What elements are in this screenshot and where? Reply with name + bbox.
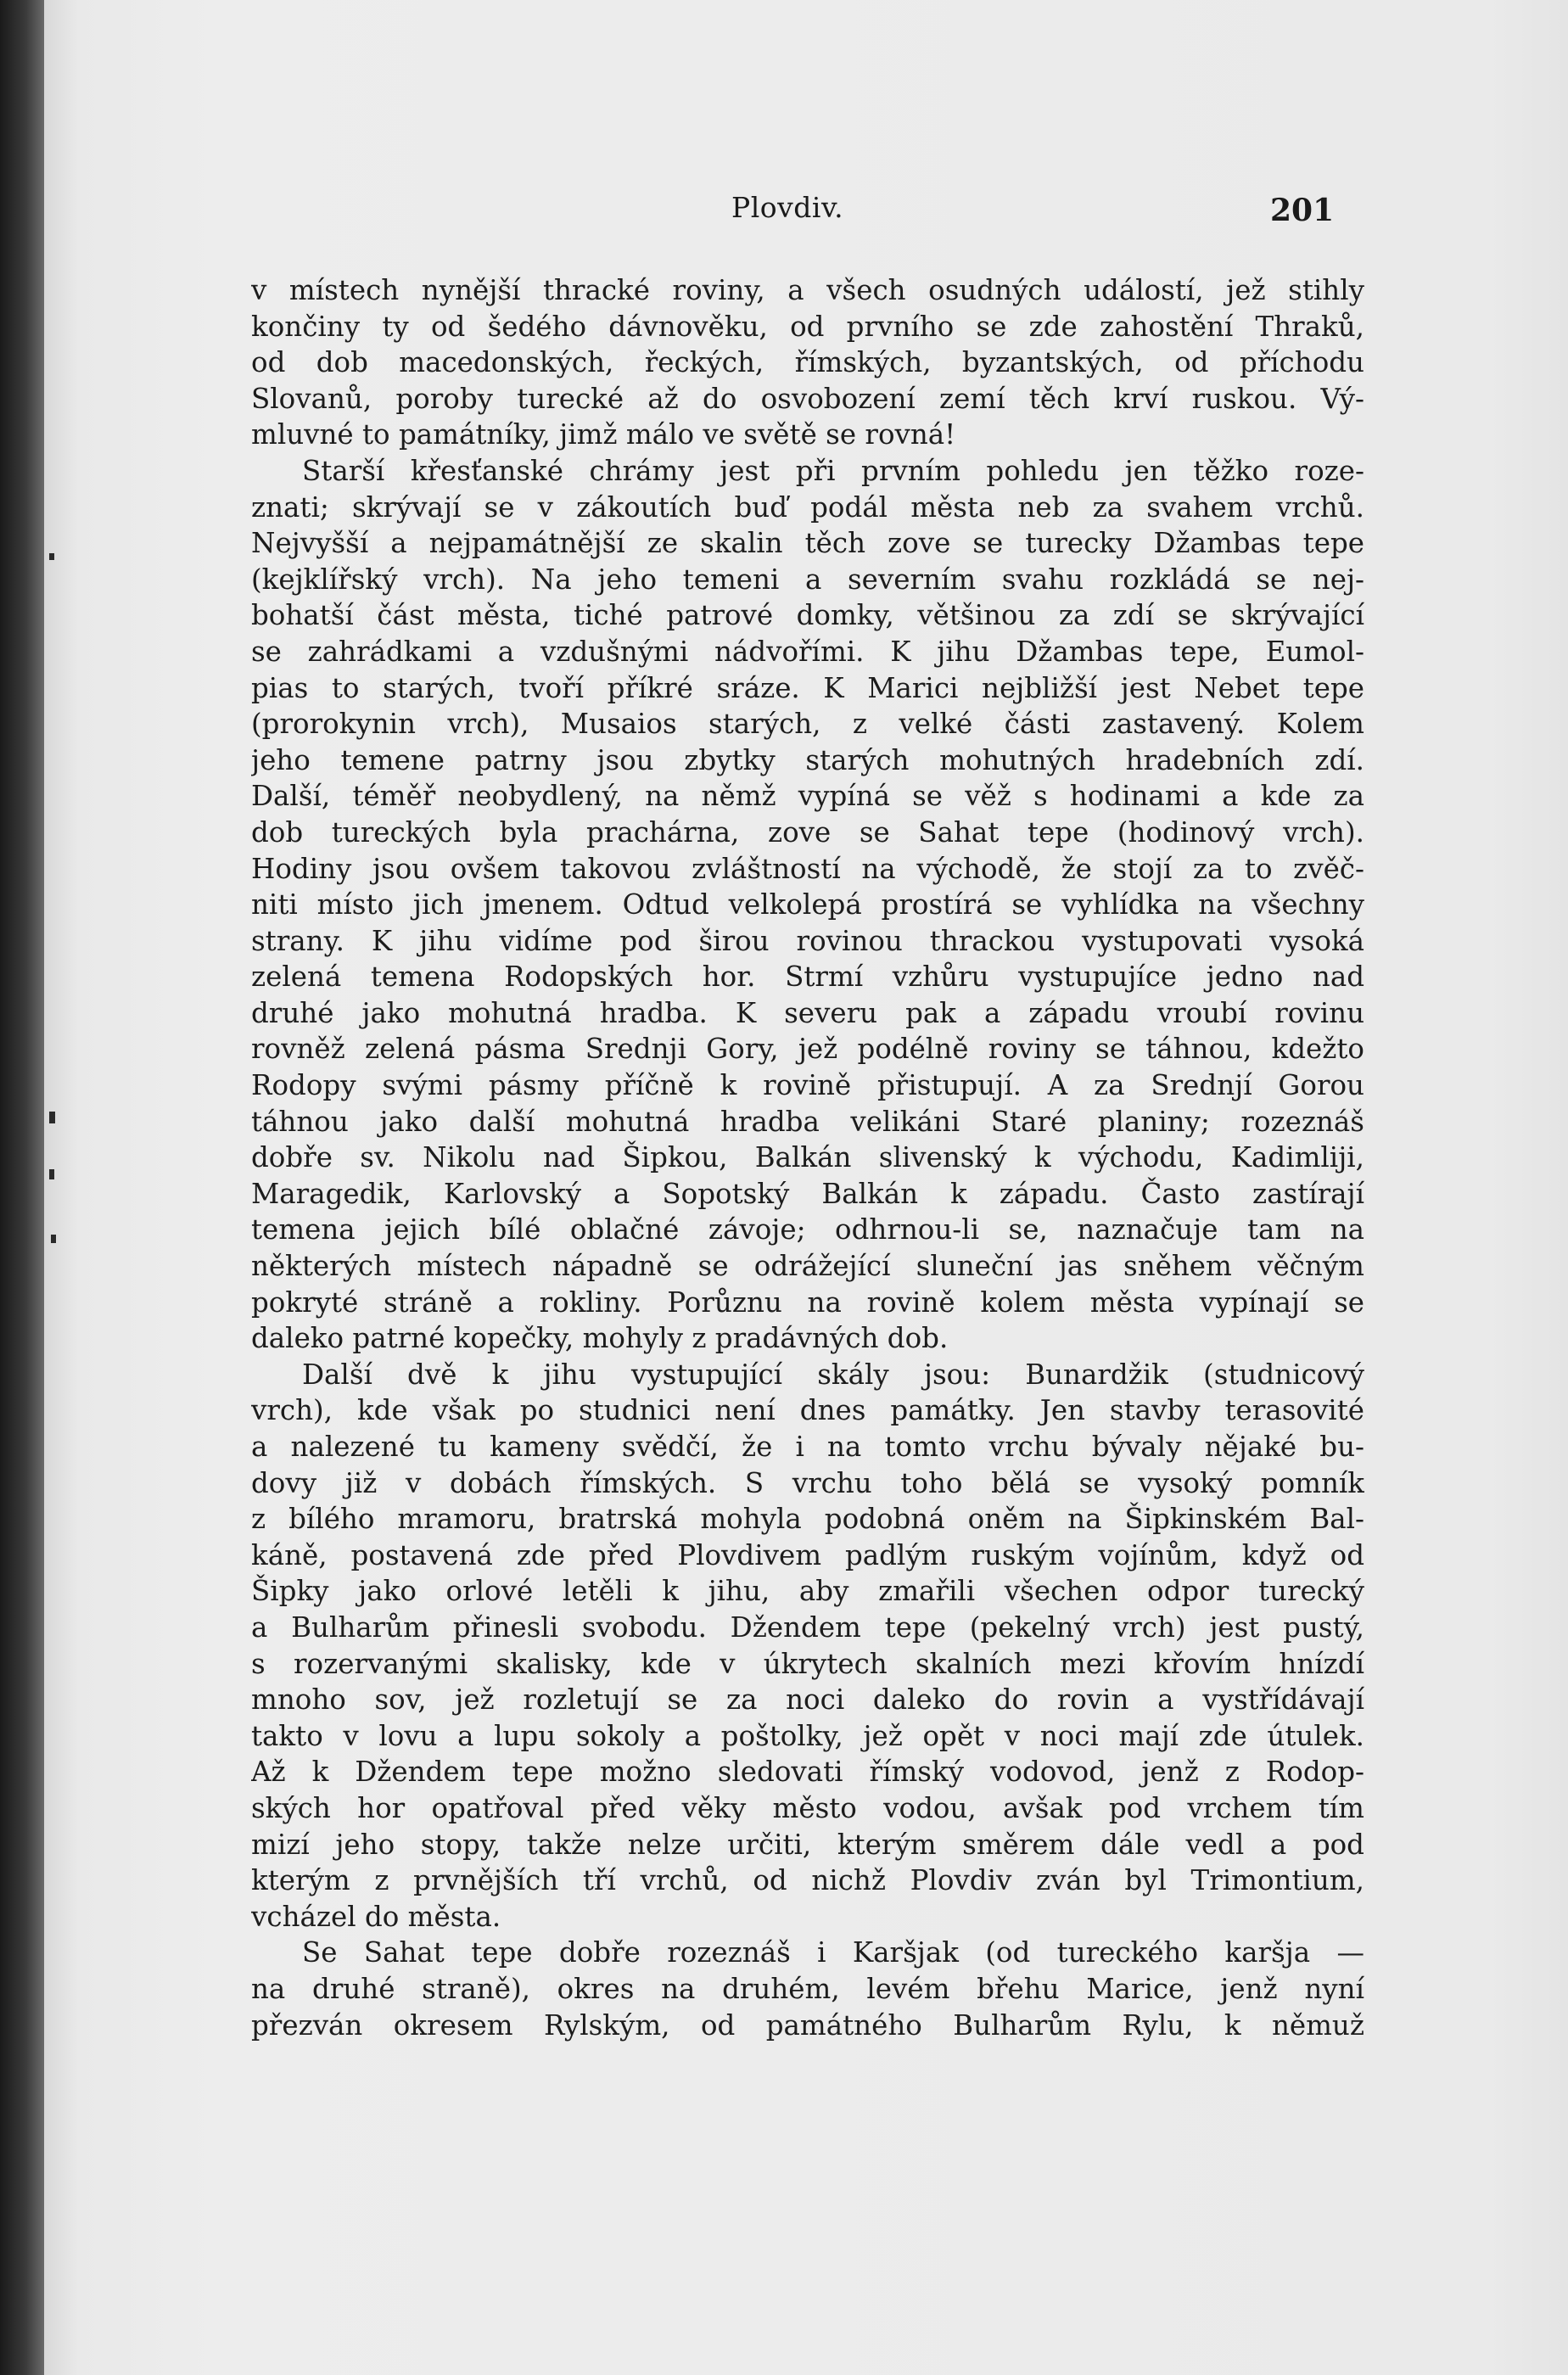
text-line: pokryté stráně a rokliny. Porůznu na rovině kolem města vypínají se bbox=[251, 1286, 1364, 1319]
text-line: Maragedik, Karlovský a Sopotský Balkán k západu. Často zastírají bbox=[251, 1177, 1364, 1210]
text-line: pias to starých, tvoří příkré sráze. K Marici nejbližší jest Nebet tepe bbox=[251, 671, 1364, 704]
text-line: vcházel do města. bbox=[251, 1900, 501, 1933]
page-header bbox=[44, 191, 1568, 242]
text-line: končiny ty od šedého dávnověku, od prvního se zde zahostění Thraků, bbox=[251, 310, 1364, 343]
text-line: přezván okresem Rylským, od památného Bulharům Rylu, k němuž bbox=[251, 2008, 1364, 2042]
text-line: káně, postavená zde před Plovdivem padlým ruským vojínům, když od bbox=[251, 1538, 1364, 1571]
text-line: některých místech nápadně se odrážející sluneční jas sněhem věčným bbox=[251, 1250, 1364, 1283]
text-line: na druhé straně), okres na druhém, levém břehu Marice, jenž nyní bbox=[251, 1972, 1364, 2005]
text-line: vrch), kde však po studnici není dnes památky. Jen stavby terasovité bbox=[251, 1394, 1364, 1427]
text-line: takto v lovu a lupu sokoly a poštolky, jež opět v noci mají zde útulek. bbox=[251, 1719, 1364, 1752]
text-line: se zahrádkami a vzdušnými nádvořími. K jihu Džambas tepe, Eumol- bbox=[251, 635, 1364, 668]
text-line: v místech nynější thracké roviny, a všech osudných událostí, jež stihly bbox=[251, 274, 1364, 306]
text-line: dob tureckých byla prachárna, zove se Sahat tepe (hodinový vrch). bbox=[251, 815, 1364, 849]
text-line: s rozervanými skalisky, kde v úkrytech skalních mezi křovím hnízdí bbox=[251, 1647, 1364, 1680]
text-line: táhnou jako další mohutná hradba velikáni Staré planiny; rozeznáš bbox=[251, 1105, 1364, 1138]
text-line: Až k Džendem tepe možno sledovati římský vodovod, jenž z Rodop- bbox=[251, 1756, 1364, 1789]
edge-mark bbox=[49, 553, 54, 560]
text-line: Nejvyšší a nejpamátnější ze skalin těch zove se turecky Džambas tepe bbox=[251, 527, 1364, 560]
body-text bbox=[251, 272, 1364, 2043]
edge-mark bbox=[51, 1235, 56, 1243]
text-line: daleko patrné kopečky, mohyly z pradávných dob. bbox=[251, 1322, 949, 1355]
text-line: dobře sv. Nikolu nad Šipkou, Balkán slivenský k východu, Kadimliji, bbox=[251, 1141, 1364, 1174]
text-line: Hodiny jsou ovšem takovou zvláštností na východě, že stojí za to zvěč- bbox=[251, 852, 1364, 885]
text-line: a Bulharům přinesli svobodu. Džendem tepe (pekelný vrch) jest pustý, bbox=[251, 1610, 1364, 1644]
running-head: Plovdiv. bbox=[731, 191, 844, 224]
edge-mark bbox=[49, 1169, 54, 1179]
text-line: niti místo jich jmenem. Odtud velkolepá prostírá se vyhlídka na všechny bbox=[251, 888, 1364, 921]
text-line: z bílého mramoru, bratrská mohyla podobná oněm na Šipkinském Bal- bbox=[251, 1503, 1364, 1536]
text-line: Rodopy svými pásmy příčně k rovině přistupují. A za Srednjí Gorou bbox=[251, 1069, 1364, 1102]
text-line: mizí jeho stopy, takže nelze určiti, kterým směrem dále vedl a pod bbox=[251, 1828, 1364, 1861]
text-line: mnoho sov, jež rozletují se za noci daleko do rovin a vystřídávají bbox=[251, 1683, 1364, 1717]
text-line: (kejklířský vrch). Na jeho temeni a severním svahu rozkládá se nej- bbox=[251, 563, 1364, 596]
text-line: Se Sahat tepe dobře rozeznáš i Karšjak (od tureckého karšja — bbox=[302, 1936, 1364, 1969]
text-line: bohatší část města, tiché patrové domky, většinou za zdí se skrývající bbox=[251, 599, 1364, 632]
text-line: Slovanů, poroby turecké až do osvobození zemí těch krví ruskou. Vý- bbox=[251, 382, 1364, 415]
book-page bbox=[44, 0, 1568, 2375]
text-line: rovněž zelená pásma Srednji Gory, jež podélně roviny se táhnou, kdežto bbox=[251, 1033, 1364, 1066]
text-line: zelená temena Rodopských hor. Strmí vzhůru vystupujíce jedno nad bbox=[251, 961, 1364, 994]
text-line: mluvné to památníky, jimž málo ve světě se rovná! bbox=[251, 418, 956, 451]
edge-mark bbox=[49, 1112, 55, 1123]
text-line: strany. K jihu vidíme pod širou rovinou thrackou vystupovati vysoká bbox=[251, 924, 1364, 957]
text-line: Další dvě k jihu vystupující skály jsou: Bunardžik (studnicový bbox=[302, 1358, 1364, 1391]
text-line: od dob macedonských, řeckých, římských, byzantských, od příchodu bbox=[251, 346, 1364, 379]
text-line: Šipky jako orlové letěli k jihu, aby zmařili všechen odpor turecký bbox=[251, 1575, 1364, 1608]
book-binding-edge bbox=[0, 0, 44, 2375]
text-line: a nalezené tu kameny svědčí, že i na tomto vrchu bývaly nějaké bu- bbox=[251, 1431, 1364, 1463]
text-line: Další, téměř neobydlený, na němž vypíná se věž s hodinami a kde za bbox=[251, 780, 1364, 813]
text-line: kterým z prvnějších tří vrchů, od nichž Plovdiv zván byl Trimontium, bbox=[251, 1864, 1364, 1897]
text-line: (prorokynin vrch), Musaios starých, z velké části zastavený. Kolem bbox=[251, 708, 1364, 741]
text-line: ských hor opatřoval před věky město vodou, avšak pod vrchem tím bbox=[251, 1791, 1364, 1824]
text-line: temena jejich bílé oblačné závoje; odhrnou-li se, naznačuje tam na bbox=[251, 1213, 1364, 1246]
text-line: Starší křesťanské chrámy jest při prvním pohledu jen těžko roze- bbox=[302, 454, 1364, 487]
text-line: znati; skrývají se v zákoutích buď podál města neb za svahem vrchů. bbox=[251, 490, 1364, 524]
text-line: dovy již v dobách římských. S vrchu toho bělá se vysoký pomník bbox=[251, 1466, 1364, 1499]
text-line: druhé jako mohutná hradba. K severu pak a západu vroubí rovinu bbox=[251, 996, 1364, 1029]
text-line: jeho temene patrny jsou zbytky starých mohutných hradebních zdí. bbox=[251, 743, 1364, 776]
page-number: 201 bbox=[1270, 193, 1335, 228]
